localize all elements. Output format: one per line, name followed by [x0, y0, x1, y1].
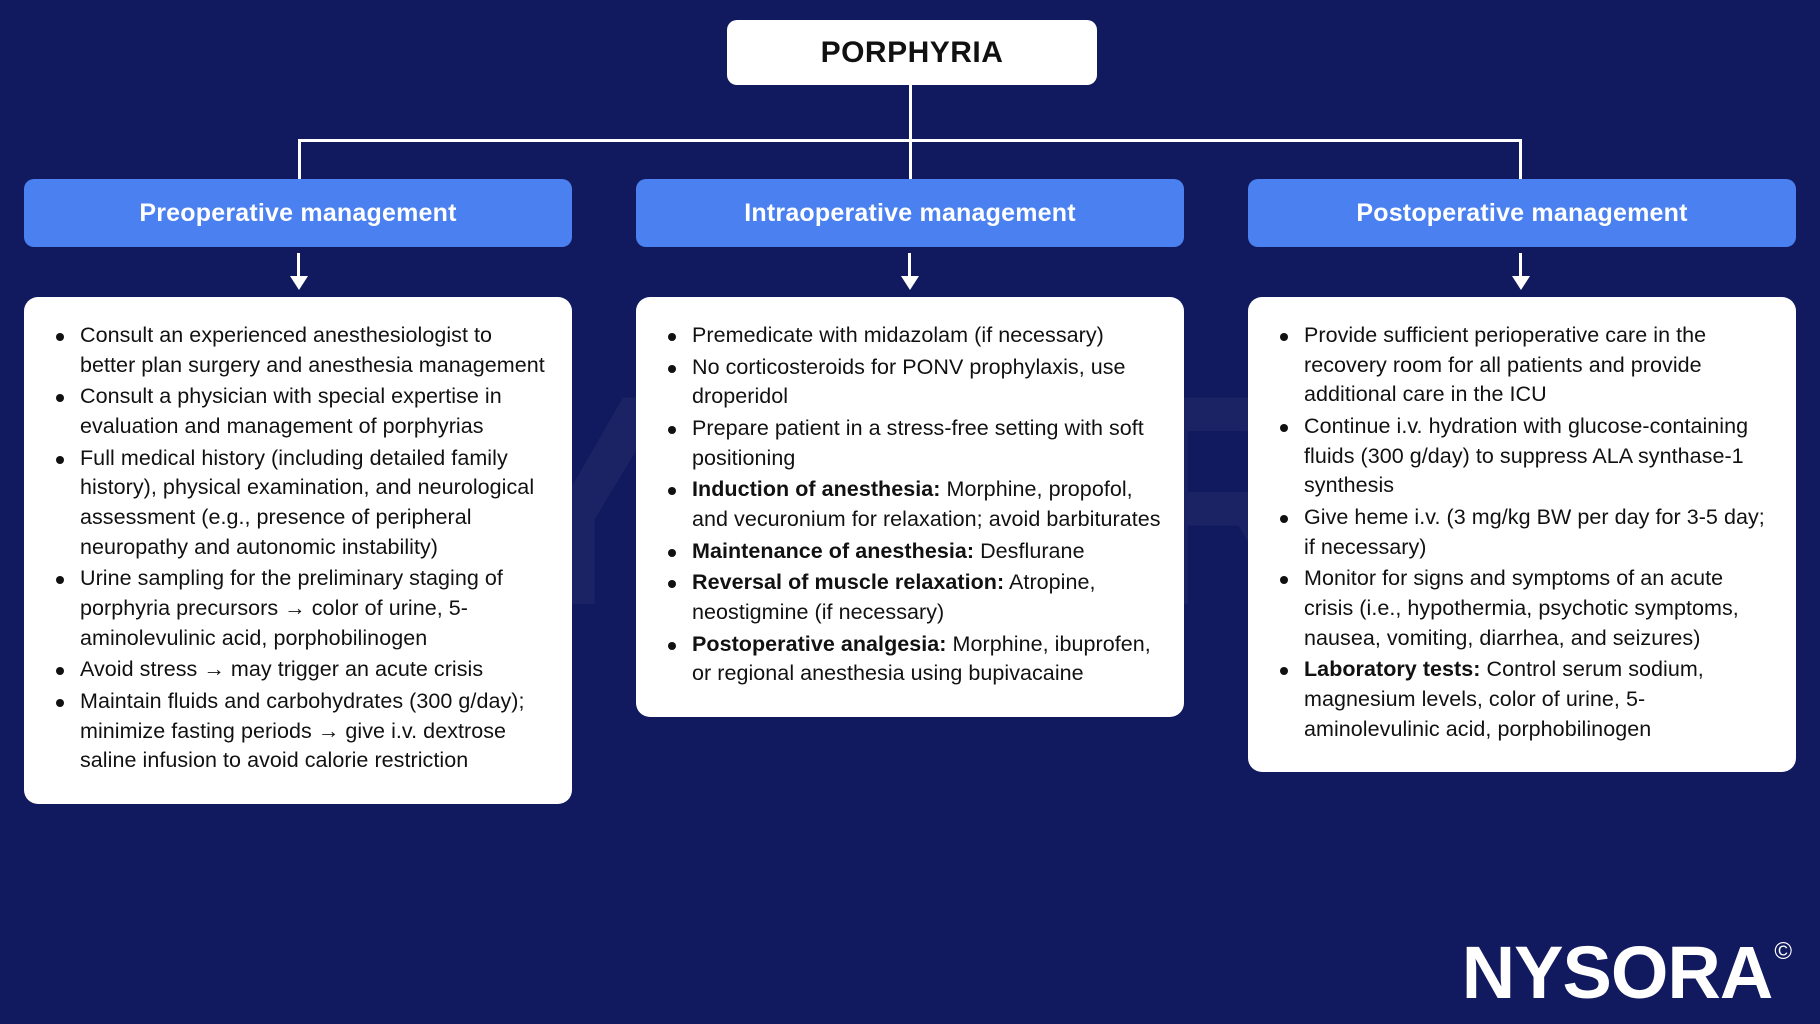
list-item: [46, 382, 550, 441]
list-item-text: Morphine, propofol, and vecuronium for relaxation; avoid barbiturates: [692, 477, 1161, 531]
copyright-icon: ©: [1774, 938, 1792, 965]
bullet-list-intraoperative: [658, 321, 1162, 689]
list-item: [1270, 655, 1774, 744]
header-label: Preoperative management: [139, 198, 457, 227]
list-item-text: Give heme i.v. (3 mg/kg BW per day for 3-5 day; if necessary): [1304, 504, 1765, 559]
list-item-label: Laboratory tests:: [1304, 657, 1481, 682]
list-item-text: Continue i.v. hydration with glucose-containing fluids (300 g/day) to suppress ALA synthase-1 synthesis: [1304, 413, 1749, 498]
list-item-label: Maintenance of anesthesia:: [692, 538, 975, 563]
list-item: [46, 321, 550, 380]
column-postoperative: [1248, 179, 1796, 772]
list-item-text: No corticosteroids for PONV prophylaxis, use droperidol: [692, 354, 1126, 409]
list-item-text: Consult an experienced anesthesiologist to better plan surgery and anesthesia management: [80, 323, 545, 377]
arrow-head-postoperative: [1512, 276, 1530, 290]
list-item: [658, 568, 1162, 627]
connector-root-stem: [909, 85, 912, 141]
arrow-head-preoperative: [290, 276, 308, 290]
card-intraoperative-management: [636, 297, 1184, 717]
header-label: Intraoperative management: [744, 198, 1076, 227]
list-item-text: Full medical history (including detailed family history), physical examination, and neurological assessment (e.g., presence of peripheral neuropathy and autonomic instability): [80, 445, 535, 559]
header-preoperative-management[interactable]: [24, 179, 572, 247]
list-item: [1270, 503, 1774, 562]
page-title: PORPHYRIA: [820, 35, 1004, 69]
connector-drop-left: [298, 139, 301, 179]
list-item: [46, 444, 550, 563]
list-item: [46, 655, 550, 685]
arrow-stem-intraoperative: [908, 253, 911, 277]
list-item-text: Monitor for signs and symptoms of an acute crisis (i.e., hypothermia, psychotic symptoms, nausea, vomiting, diarrhea, and seizures): [1304, 566, 1739, 650]
arrow-stem-preoperative: [297, 253, 300, 277]
list-item: [46, 564, 550, 653]
card-postoperative-management: [1248, 297, 1796, 772]
list-item: [1270, 564, 1774, 653]
arrow-stem-postoperative: [1519, 253, 1522, 277]
arrow-head-intraoperative: [901, 276, 919, 290]
root-node-porphyria: [727, 20, 1097, 85]
bullet-list-postoperative: [1270, 321, 1774, 744]
list-item-text: Premedicate with midazolam (if necessary): [692, 323, 1104, 347]
list-item: [1270, 412, 1774, 501]
list-item-text: Maintain fluids and carbohydrates (300 g/day); minimize fasting periods → give i.v. dextrose saline infusion to avoid calorie restriction: [80, 688, 525, 773]
list-item-text: Morphine, ibuprofen, or regional anesthesia using bupivacaine: [692, 631, 1151, 686]
connector-drop-middle: [909, 139, 912, 179]
list-item-text: Consult a physician with special expertise in evaluation and management of porphyrias: [80, 384, 502, 438]
list-item: [658, 321, 1162, 351]
header-label: Postoperative management: [1356, 198, 1688, 227]
list-item: [658, 475, 1162, 534]
connector-drop-right: [1519, 139, 1522, 179]
list-item-text: Provide sufficient perioperative care in the recovery room for all patients and provide additional care in the ICU: [1304, 323, 1707, 407]
list-item-text: Control serum sodium, magnesium levels, color of urine, 5-aminolevulinic acid, porphobilinogen: [1304, 657, 1704, 741]
list-item-text: Avoid stress → may trigger an acute crisis: [80, 657, 484, 682]
list-item: [658, 414, 1162, 473]
list-item: [46, 687, 550, 776]
card-preoperative-management: [24, 297, 572, 804]
logo-wordmark: NYSORA: [1461, 931, 1773, 1014]
list-item: [658, 630, 1162, 689]
list-item-label: Induction of anesthesia:: [692, 477, 941, 502]
list-item: [658, 537, 1162, 567]
bullet-list-preoperative: [46, 321, 550, 776]
list-item: [1270, 321, 1774, 410]
nysora-logo: [1461, 931, 1792, 1014]
header-postoperative-management[interactable]: [1248, 179, 1796, 247]
list-item-label: Postoperative analgesia:: [692, 631, 947, 656]
header-intraoperative-management[interactable]: [636, 179, 1184, 247]
list-item-text: Atropine, neostigmine (if necessary): [692, 570, 1096, 624]
list-item-text: Urine sampling for the preliminary staging of porphyria precursors → color of urine, 5-aminolevulinic acid, porphobilinogen: [80, 566, 503, 650]
list-item-text: Desflurane: [974, 538, 1085, 563]
list-item: [658, 353, 1162, 412]
list-item-label: Reversal of muscle relaxation:: [692, 570, 1005, 595]
list-item-text: Prepare patient in a stress-free setting with soft positioning: [692, 415, 1144, 470]
